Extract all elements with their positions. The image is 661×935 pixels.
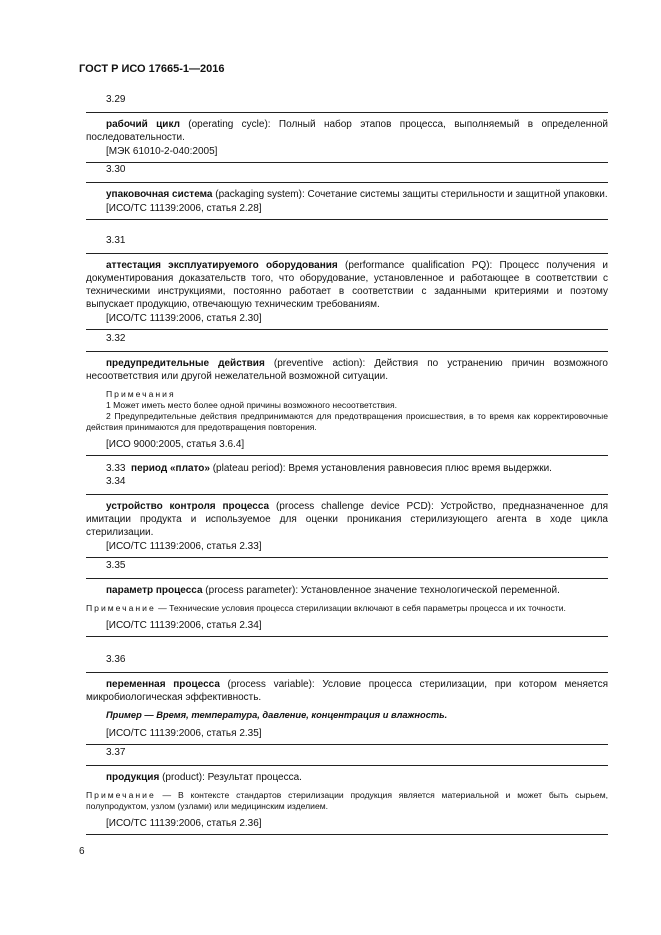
term-definition: (process parameter): Установленное значение технологической переменной.	[202, 585, 560, 596]
term-definition: (process variable): Условие процесса стерилизации, при котором меняется микробиологическая эффективность.	[86, 679, 608, 703]
term-entry-3-35	[86, 559, 608, 637]
term-entry-3-31	[86, 234, 608, 330]
note-block	[86, 603, 608, 614]
definition-text	[86, 259, 608, 311]
term-definition: (preventive action): Действия по устранению причин возможного несоответствия или другой нежелательной возможной ситуации.	[86, 358, 608, 382]
entry-number: 3.30	[106, 164, 126, 175]
notes-block	[86, 389, 608, 433]
page-number: 6	[79, 846, 85, 857]
definition-text	[86, 771, 608, 784]
definition-text	[86, 500, 608, 539]
entry-number: 3.31	[106, 235, 126, 246]
definition-box	[86, 494, 608, 558]
notes-heading: Примечания	[106, 389, 176, 399]
definition-box	[86, 112, 608, 163]
definition-box	[86, 351, 608, 456]
entry-number: 3.33	[106, 463, 126, 474]
term-definition: (performance qualification PQ): Процесс получения и документирования доказательств того, что оборудование, установленное и работающее в соответствии с техническими инструкциями, постоянно работает в соответствии с заданными критериями и поэтому выпускает продукцию, отвечающую техническим требованиям.	[86, 260, 608, 310]
source-reference: [ИСО/ТС 11139:2006, статья 2.36]	[106, 818, 262, 829]
example-text: Пример — Время, температура, давление, концентрация и влажность.	[106, 710, 448, 720]
term-entry-3-32	[86, 332, 608, 456]
term-name: период «плато»	[131, 463, 210, 474]
definition-box	[86, 253, 608, 330]
definition-box	[86, 182, 608, 220]
note-block	[86, 790, 608, 812]
term-entry-3-33	[86, 462, 646, 475]
term-name: предупредительные действия	[106, 358, 265, 369]
term-definition: (packaging system): Сочетание системы защиты стерильности и защитной упаковки.	[212, 189, 608, 200]
note-item: 1 Может иметь место более одной причины возможного несоответствия.	[106, 400, 398, 410]
source-reference: [ИСО 9000:2005, статья 3.6.4]	[106, 439, 245, 450]
definition-box	[86, 578, 608, 637]
term-name: рабочий цикл	[106, 119, 180, 130]
definition-text	[86, 357, 608, 383]
note-text: — Технические условия процесса стерилизации включают в себя параметры процесса и их точности.	[155, 603, 566, 613]
term-entry-3-30	[86, 163, 608, 220]
source-reference: [ИСО/ТС 11139:2006, статья 2.33]	[106, 541, 262, 552]
term-name: переменная процесса	[106, 679, 220, 690]
entry-number: 3.34	[106, 476, 126, 487]
term-name: параметр процесса	[106, 585, 203, 596]
definition-text	[86, 118, 608, 144]
definition-box	[86, 672, 608, 745]
entry-number: 3.37	[106, 747, 126, 758]
term-definition: (product): Результат процесса.	[159, 772, 302, 783]
term-definition: (plateau period): Время установления равновесия плюс время выдержки.	[209, 463, 552, 474]
note-text: — В контексте стандартов стерилизации продукция является материальной и может быть сырьем, полупродуктом, узлом (узлами) или медицинским изделием.	[86, 790, 608, 811]
entry-number: 3.36	[106, 654, 126, 665]
term-name: устройство контроля процесса	[106, 501, 270, 512]
source-reference: [ИСО/ТС 11139:2006, статья 2.30]	[106, 313, 262, 324]
document-header: ГОСТ Р ИСО 17665-1—2016	[79, 63, 225, 75]
definition-text	[86, 188, 608, 201]
source-reference: [ИСО/ТС 11139:2006, статья 2.35]	[106, 728, 262, 739]
definition-text	[86, 584, 608, 597]
term-name: продукция	[106, 772, 160, 783]
term-name: упаковочная система	[106, 189, 213, 200]
term-entry-3-34	[86, 475, 608, 558]
source-reference: [МЭК 61010-2-040:2005]	[106, 146, 218, 157]
note-label: Примечание	[86, 603, 156, 613]
source-reference: [ИСО/ТС 11139:2006, статья 2.34]	[106, 620, 262, 631]
term-definition: (operating cycle): Полный набор этапов процесса, выполняемый в определенной последовательности.	[86, 119, 608, 143]
entry-number: 3.29	[106, 94, 126, 105]
term-entry-3-36	[86, 653, 608, 745]
definition-box	[86, 765, 608, 835]
entry-number: 3.35	[106, 560, 126, 571]
term-definition: (process challenge device PCD): Устройство, предназначенное для имитации продукта и используемое для оценки проникания стерилизующего агента в ходе цикла стерилизации.	[86, 501, 608, 538]
note-item: 2 Предупредительные действия предпринимаются для предотвращения происшествия, в то время как корректировочные действия принимаются для предотвращения повторения.	[86, 411, 608, 432]
term-entry-3-29	[86, 93, 608, 163]
term-name: аттестация эксплуатируемого оборудования	[106, 260, 338, 271]
note-label: Примечание	[86, 790, 156, 800]
source-reference: [ИСО/ТС 11139:2006, статья 2.28]	[106, 203, 262, 214]
term-entry-3-37	[86, 746, 608, 835]
definition-text	[86, 678, 608, 704]
entry-number: 3.32	[106, 333, 126, 344]
